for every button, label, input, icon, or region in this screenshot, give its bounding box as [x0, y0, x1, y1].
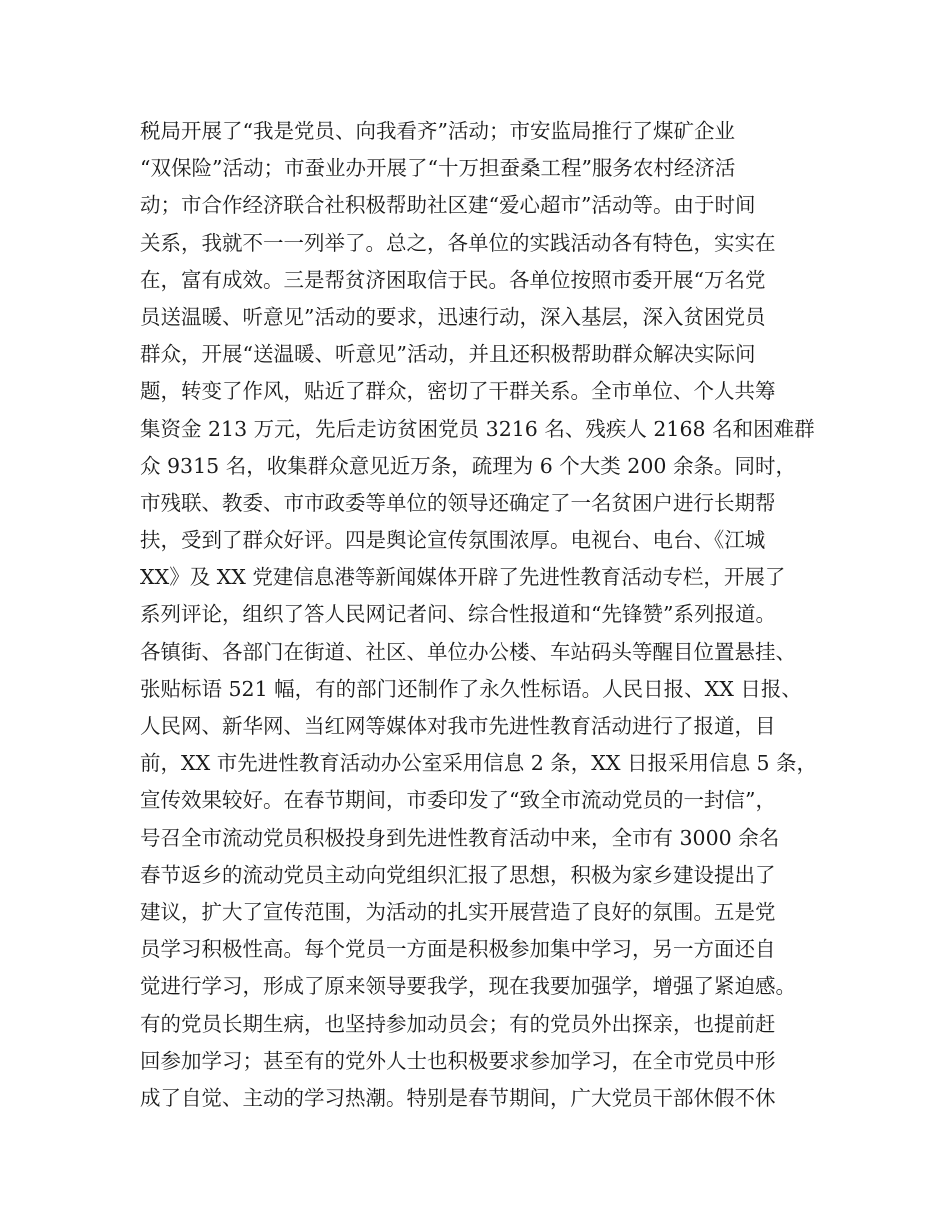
- text-line: XX》及 XX 党建信息港等新闻媒体开辟了先进性教育活动专栏，开展了: [140, 565, 786, 590]
- text-line: 各镇街、各部门在街道、社区、单位办公楼、车站码头等醒目位置悬挂、: [140, 639, 796, 664]
- body-text: [140, 113, 830, 1117]
- text-line: 题，转变了作风，贴近了群众，密切了干群关系。全市单位、个人共筹: [140, 379, 776, 404]
- text-line: 员送温暖、听意见”活动的要求，迅速行动，深入基层，深入贫困党员: [140, 304, 766, 329]
- text-line: 扶，受到了群众好评。四是舆论宣传氛围浓厚。电视台、电台、《江城: [140, 528, 766, 553]
- text-line: 回参加学习；甚至有的党外人士也积极要求参加学习，在全市党员中形: [140, 1048, 776, 1073]
- text-line: 成了自觉、主动的学习热潮。特别是春节期间，广大党员干部休假不休: [140, 1085, 776, 1110]
- text-line: “双保险”活动；市蚕业办开展了“十万担蚕桑工程”服务农村经济活: [140, 156, 736, 181]
- text-line: 前，XX 市先进性教育活动办公室采用信息 2 条，XX 日报采用信息 5 条，: [140, 751, 818, 776]
- text-line: 市残联、教委、市市政委等单位的领导还确定了一名贫困户进行长期帮: [140, 490, 776, 515]
- text-line: 建议，扩大了宣传范围，为活动的扎实开展营造了良好的氛围。五是党: [140, 899, 776, 924]
- text-line: 关系，我就不一一列举了。总之，各单位的实践活动各有特色，实实在: [140, 230, 776, 255]
- text-line: 觉进行学习，形成了原来领导要我学，现在我要加强学，增强了紧迫感。: [140, 974, 796, 999]
- text-line: 税局开展了“我是党员、向我看齐”活动；市安监局推行了煤矿企业: [140, 119, 735, 143]
- text-line: 人民网、新华网、当红网等媒体对我市先进性教育活动进行了报道，目: [140, 714, 776, 738]
- text-line: 春节返乡的流动党员主动向党组织汇报了思想，积极为家乡建设提出了: [140, 862, 776, 887]
- text-line: 系列评论，组织了答人民网记者问、综合性报道和“先锋赞”系列报道。: [140, 602, 776, 627]
- text-line: 员学习积极性高。每个党员一方面是积极参加集中学习，另一方面还自: [140, 937, 776, 962]
- text-line: 在，富有成效。三是帮贫济困取信于民。各单位按照市委开展“万名党: [140, 267, 766, 292]
- text-line: 有的党员长期生病，也坚持参加动员会；有的党员外出探亲，也提前赶: [140, 1011, 776, 1036]
- text-line: 众 9315 名，收集群众意见近万条，疏理为 6 个大类 200 余条。同时，: [140, 453, 796, 478]
- text-line: 群众，开展“送温暖、听意见”活动，并且还积极帮助群众解决实际问: [140, 342, 756, 367]
- text-line: 动；市合作经济联合社积极帮助社区建“爱心超市”活动等。由于时间: [140, 193, 756, 218]
- text-line: 号召全市流动党员积极投身到先进性教育活动中来，全市有 3000 余名: [140, 825, 780, 850]
- text-line: 集资金 213 万元，先后走访贫困党员 3216 名、残疾人 2168 名和困难群: [140, 416, 815, 441]
- text-line: 张贴标语 521 幅，有的部门还制作了永久性标语。人民日报、XX 日报、: [140, 676, 802, 701]
- text-line: 宣传效果较好。在春节期间，市委印发了“致全市流动党员的一封信”，: [140, 788, 776, 813]
